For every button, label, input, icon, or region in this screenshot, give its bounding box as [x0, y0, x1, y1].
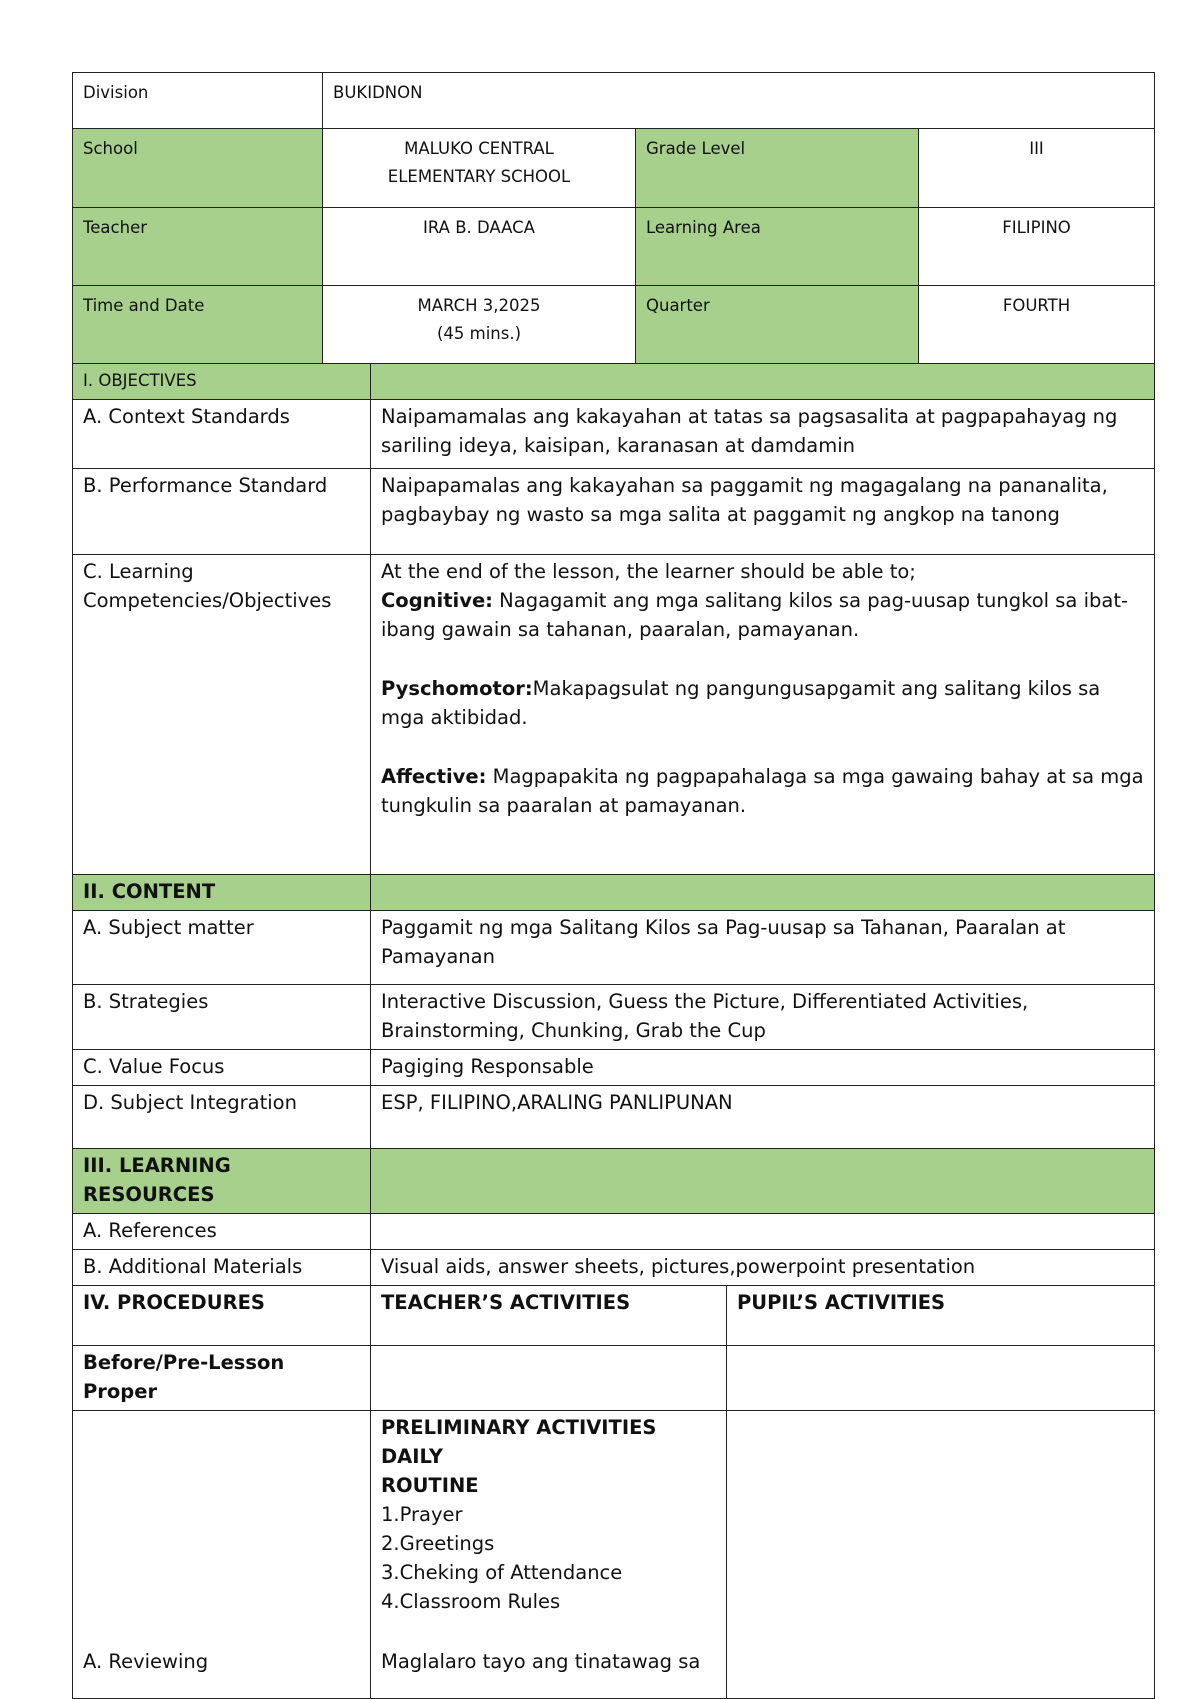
resources-heading-fill: [371, 1149, 1155, 1214]
cognitive-label: Cognitive:: [381, 589, 493, 612]
prelim-heading-line1: PRELIMINARY ACTIVITIES DAILY: [381, 1416, 657, 1468]
teacher-value: IRA B. DAACA: [323, 208, 636, 286]
time-value-line1: MARCH 3,2025: [417, 296, 541, 315]
header-table: [72, 72, 1155, 364]
prelim-heading-line2: ROUTINE: [381, 1474, 479, 1497]
teacher-activities-heading: TEACHER’S ACTIVITIES: [371, 1286, 727, 1346]
objectives-intro: At the end of the lesson, the learner should be able to;: [381, 560, 916, 583]
psychomotor-label: Pyschomotor:: [381, 677, 533, 700]
quarter-label: Quarter: [636, 286, 919, 364]
reviewing-cell: [73, 1411, 371, 1699]
subject-matter-label: A. Subject matter: [73, 911, 371, 985]
routine-item: 4.Classroom Rules: [381, 1590, 561, 1613]
reviewing-label: A. Reviewing: [83, 1650, 209, 1673]
quarter-value: FOURTH: [919, 286, 1155, 364]
psychomotor-text: Makapagsulat ng pangungusapgamit ang salitang kilos sa mga aktibidad.: [381, 677, 1101, 729]
subject-integration-label: D. Subject Integration: [73, 1086, 371, 1149]
content-heading-fill: [371, 875, 1155, 911]
subject-integration-value: ESP, FILIPINO,ARALING PANLIPUNAN: [371, 1086, 1155, 1149]
additional-materials-value: Visual aids, answer sheets, pictures,powerpoint presentation: [371, 1250, 1155, 1286]
teacher-label: Teacher: [73, 208, 323, 286]
cognitive-text: Nagagamit ang mga salitang kilos sa pag-uusap tungkol sa ibat-ibang gawain sa tahanan, paaralan, pamayanan.: [381, 589, 1129, 641]
division-value: BUKIDNON: [323, 73, 1155, 129]
procedures-heading: IV. PROCEDURES: [73, 1286, 371, 1346]
content-heading: II. CONTENT: [73, 875, 371, 911]
strategies-value: Interactive Discussion, Guess the Picture, Differentiated Activities, Brainstorming, Chunking, Grab the Cup: [371, 985, 1155, 1050]
additional-materials-label: B. Additional Materials: [73, 1250, 371, 1286]
context-standards-label: A. Context Standards: [73, 400, 371, 469]
psychomotor-objective: [381, 674, 1144, 732]
resources-heading: III. LEARNING RESOURCES: [73, 1149, 371, 1214]
objectives-heading: I. OBJECTIVES: [73, 364, 371, 400]
reviewing-text: Maglalaro tayo ang tinatawag sa: [381, 1650, 701, 1673]
value-focus-value: Pagiging Responsable: [371, 1050, 1155, 1086]
subject-matter-value: Paggamit ng mga Salitang Kilos sa Pag-uusap sa Tahanan, Paaralan at Pamayanan: [371, 911, 1155, 985]
time-label: Time and Date: [73, 286, 323, 364]
grade-label: Grade Level: [636, 129, 919, 208]
before-lesson-teacher: [371, 1346, 727, 1411]
division-label: Division: [73, 73, 323, 129]
references-value: [371, 1214, 1155, 1250]
competencies-label: [73, 555, 371, 875]
area-value: FILIPINO: [919, 208, 1155, 286]
cognitive-objective: [381, 586, 1144, 644]
time-value-line2: (45 mins.): [436, 324, 522, 343]
preliminary-pupil-activities: [727, 1411, 1155, 1699]
time-value: [323, 286, 636, 364]
affective-text: Magpapakita ng pagpapahalaga sa mga gawaing bahay at sa mga tungkulin sa paaralan at pamayanan.: [381, 765, 1144, 817]
affective-label: Affective:: [381, 765, 487, 788]
strategies-label: B. Strategies: [73, 985, 371, 1050]
objectives-heading-fill: [371, 364, 1155, 400]
pupil-activities-heading: PUPIL’S ACTIVITIES: [727, 1286, 1155, 1346]
performance-standard-label: B. Performance Standard: [73, 469, 371, 555]
competencies-label-line1: C. Learning: [83, 560, 194, 583]
grade-value: III: [919, 129, 1155, 208]
school-value: [323, 129, 636, 208]
value-focus-label: C. Value Focus: [73, 1050, 371, 1086]
before-lesson-pupil: [727, 1346, 1155, 1411]
area-label: Learning Area: [636, 208, 919, 286]
preliminary-activities: [371, 1411, 727, 1699]
before-lesson-label: Before/Pre-Lesson Proper: [73, 1346, 371, 1411]
routine-item: 1.Prayer: [381, 1503, 463, 1526]
school-value-line1: MALUKO CENTRAL: [404, 139, 554, 158]
school-label: School: [73, 129, 323, 208]
competencies-value: [371, 555, 1155, 875]
competencies-label-line2: Competencies/Objectives: [83, 589, 332, 612]
lesson-plan-table: [72, 363, 1155, 1699]
school-value-line2: ELEMENTARY SCHOOL: [387, 167, 571, 186]
context-standards-value: Naipamamalas ang kakayahan at tatas sa pagsasalita at pagpapahayag ng sariling ideya, kaisipan, karanasan at damdamin: [371, 400, 1155, 469]
routine-item: 2.Greetings: [381, 1532, 495, 1555]
performance-standard-value: Naipapamalas ang kakayahan sa paggamit ng magagalang na pananalita, pagbaybay ng wasto sa mga salita at paggamit ng angkop na tanong: [371, 469, 1155, 555]
routine-item: 3.Cheking of Attendance: [381, 1561, 623, 1584]
affective-objective: [381, 762, 1144, 820]
references-label: A. References: [73, 1214, 371, 1250]
